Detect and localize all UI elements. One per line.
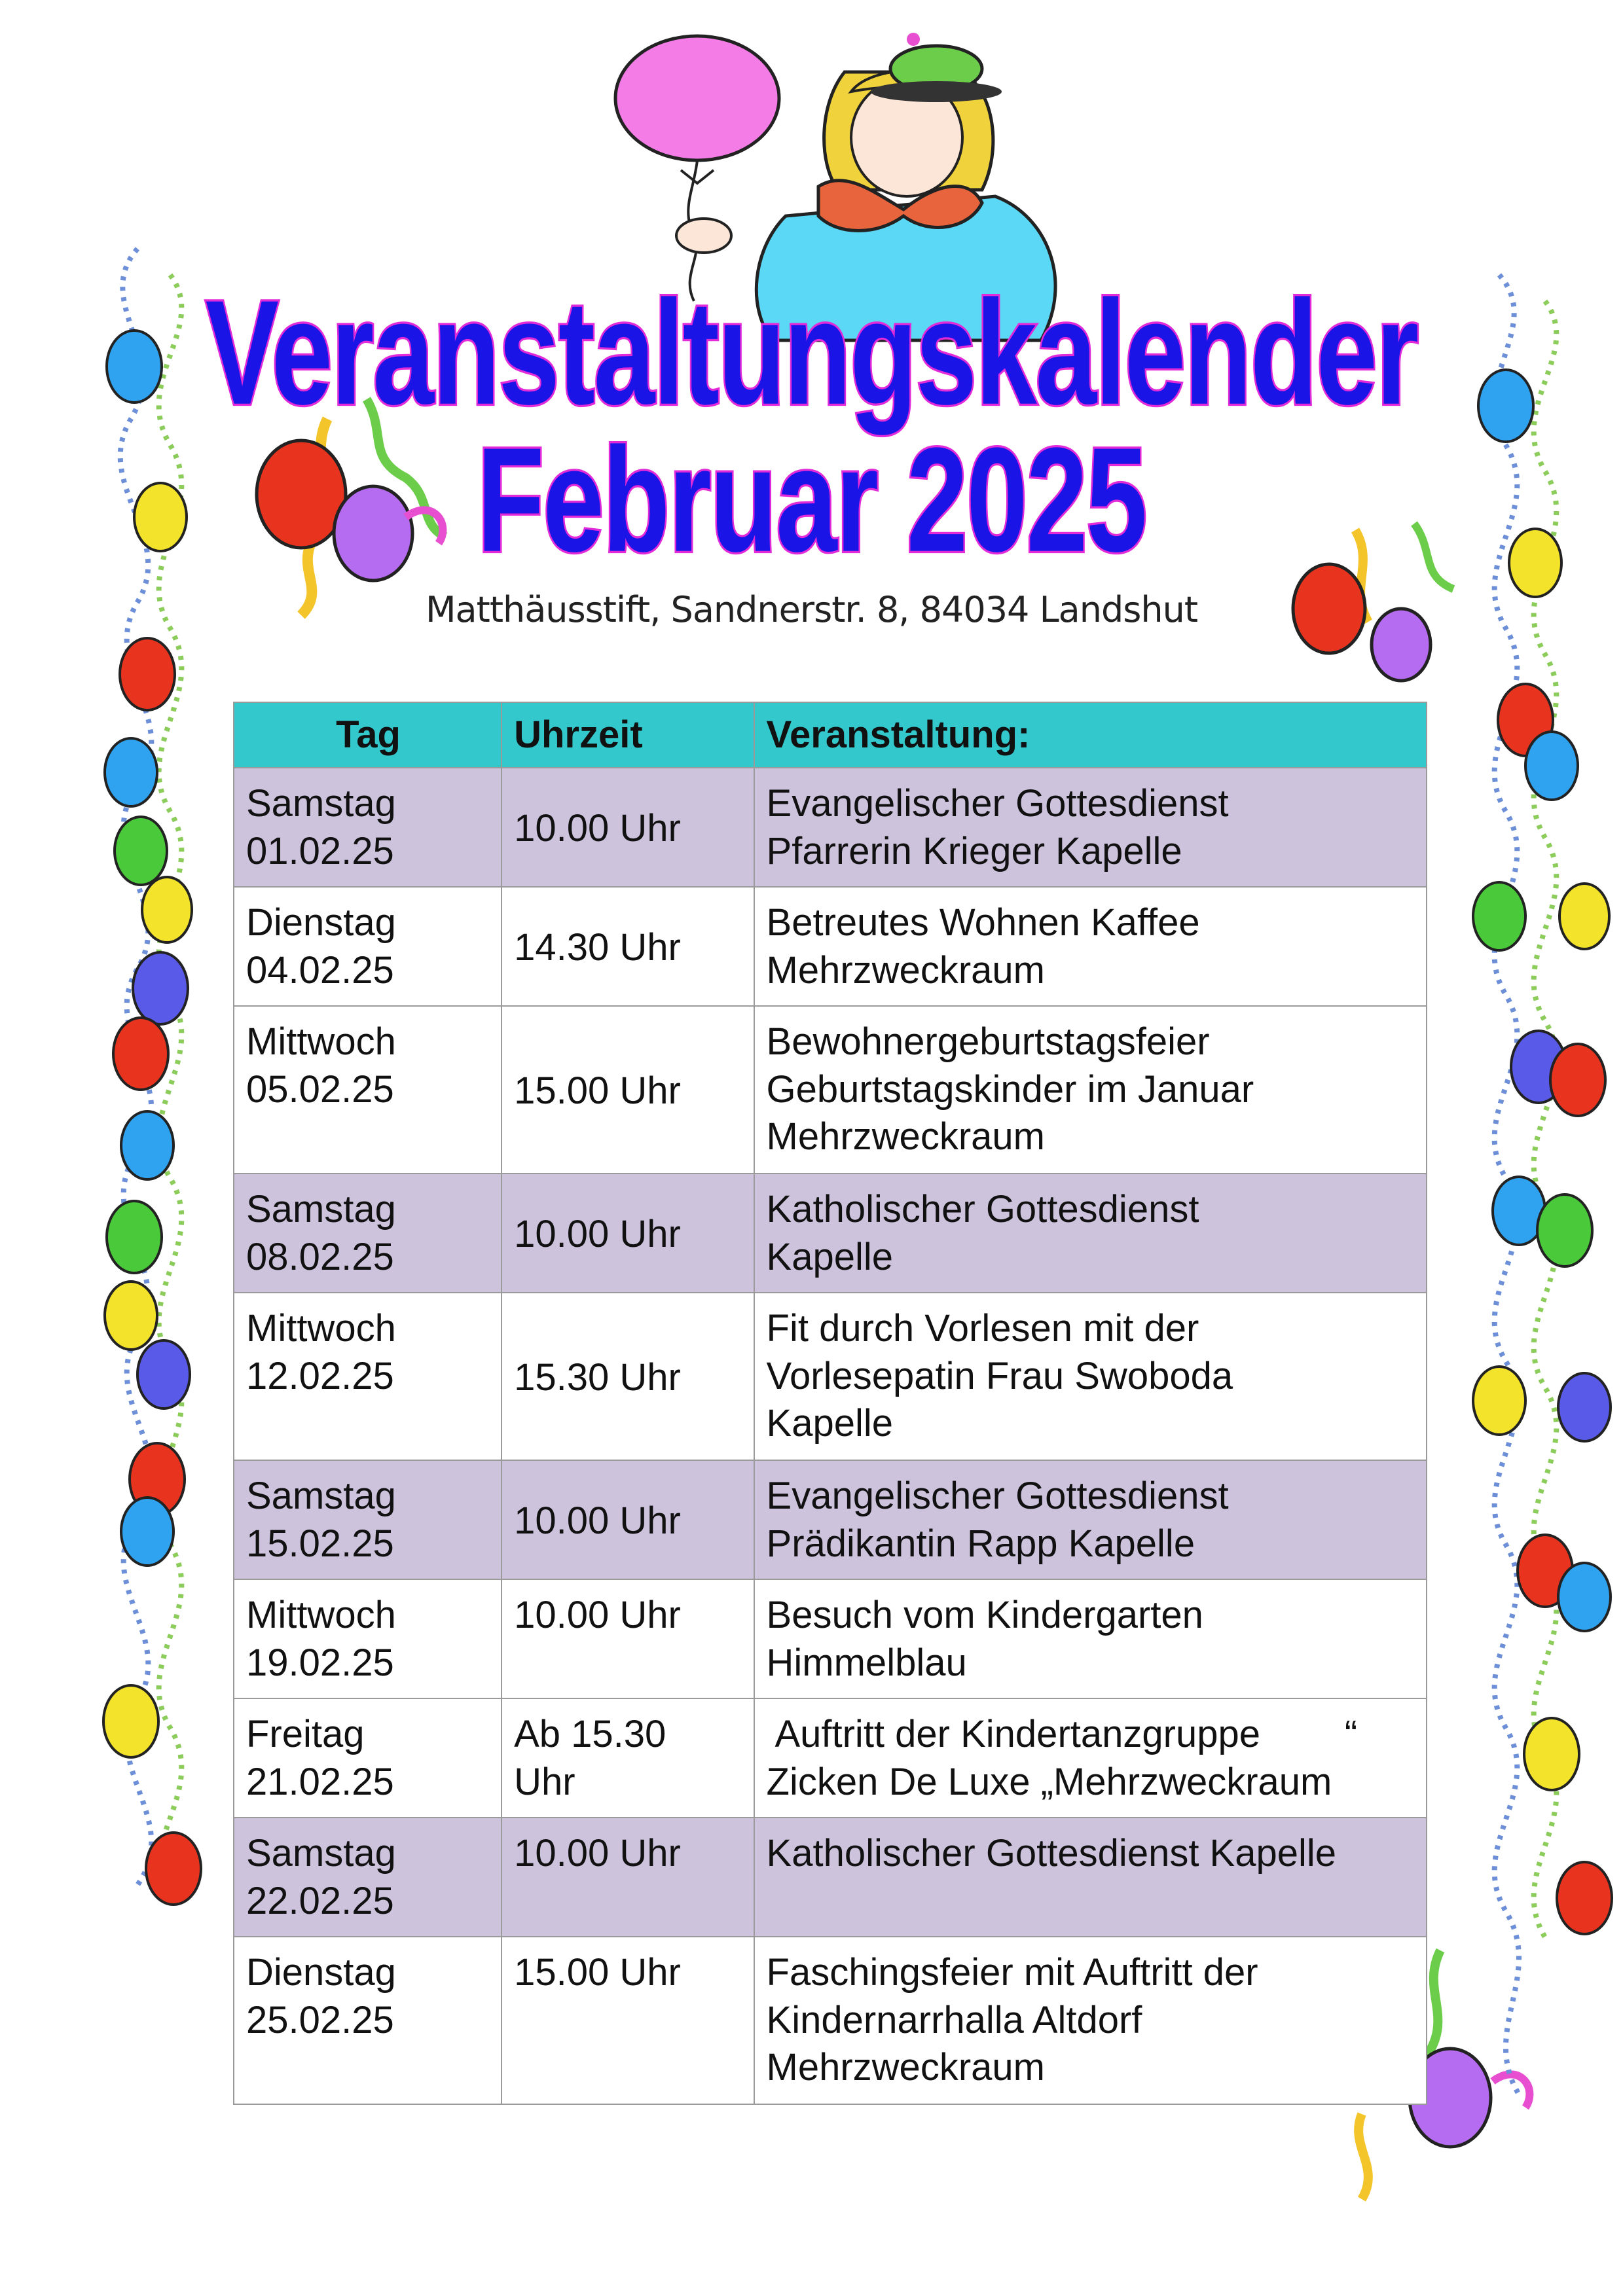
cell-time: [501, 1579, 754, 1698]
event-text-line: Geburtstagskinder im Januar: [766, 1067, 1254, 1111]
date-text: 22.02.25: [246, 1879, 394, 1922]
weekday-text: Dienstag: [246, 1951, 396, 1994]
time-text: 15.30 Uhr: [514, 1355, 681, 1399]
cell-day: [234, 1460, 501, 1579]
column-header-day: Tag: [234, 702, 501, 768]
event-text-line: Himmelblau: [766, 1641, 967, 1684]
date-text: 05.02.25: [246, 1067, 394, 1111]
cell-time: [501, 768, 754, 887]
cell-event: [754, 1698, 1427, 1818]
cell-day: [234, 1579, 501, 1698]
date-text: 04.02.25: [246, 948, 394, 992]
date-text: 08.02.25: [246, 1235, 394, 1278]
time-text: 10.00 Uhr: [514, 1594, 681, 1636]
time-text: Ab 15.30: [514, 1713, 666, 1755]
column-header-event: Veranstaltung:: [754, 702, 1427, 768]
table-row: [234, 1460, 1427, 1579]
table-row: [234, 1937, 1427, 2104]
cell-time: [501, 1006, 754, 1174]
event-text-line: Faschingsfeier mit Auftritt der: [766, 1951, 1258, 1994]
event-text-line: Prädikantin Rapp Kapelle: [766, 1522, 1195, 1565]
cell-day: [234, 1937, 501, 2104]
time-text: Uhr: [514, 1760, 575, 1803]
event-text-line: Kapelle: [766, 1235, 894, 1278]
cell-day: [234, 1174, 501, 1293]
event-text-line: Katholischer Gottesdienst: [766, 1188, 1199, 1230]
weekday-text: Samstag: [246, 782, 396, 825]
cell-event: [754, 1579, 1427, 1698]
event-text-line: Vorlesepatin Frau Swoboda: [766, 1354, 1233, 1397]
cell-time: [501, 1818, 754, 1937]
date-text: 15.02.25: [246, 1522, 394, 1565]
cell-day: [234, 887, 501, 1006]
cell-time: [501, 1460, 754, 1579]
event-text-line: Bewohnergeburtstagsfeier: [766, 1020, 1210, 1063]
weekday-text: Mittwoch: [246, 1594, 396, 1636]
cell-time: [501, 1698, 754, 1818]
cell-event: [754, 887, 1427, 1006]
date-text: 01.02.25: [246, 829, 394, 872]
date-text: 25.02.25: [246, 1998, 394, 2041]
cell-time: [501, 1293, 754, 1460]
event-text-line: Besuch vom Kindergarten: [766, 1594, 1203, 1636]
table-row: [234, 1174, 1427, 1293]
date-text: 19.02.25: [246, 1641, 394, 1684]
venue-address: Matthäusstift, Sandnerstr. 8, 84034 Landshut: [425, 589, 1198, 630]
cell-event: [754, 768, 1427, 887]
cell-event: [754, 1937, 1427, 2104]
weekday-text: Dienstag: [246, 901, 396, 944]
event-text-line: Mehrzweckraum: [766, 1115, 1045, 1158]
event-text-line: Fit durch Vorlesen mit der: [766, 1307, 1199, 1350]
table-row: [234, 887, 1427, 1006]
event-text-line: Mehrzweckraum: [766, 948, 1045, 992]
cell-day: [234, 768, 501, 887]
time-text: 10.00 Uhr: [514, 1212, 681, 1255]
table-row: [234, 1698, 1427, 1818]
cell-event: [754, 1293, 1427, 1460]
page-subtitle-month: Februar 2025: [477, 416, 1146, 583]
weekday-text: Samstag: [246, 1832, 396, 1874]
weekday-text: Samstag: [246, 1475, 396, 1517]
cell-event: [754, 1460, 1427, 1579]
date-text: 21.02.25: [246, 1760, 394, 1803]
event-text-line: Evangelischer Gottesdienst: [766, 1475, 1229, 1517]
event-text-line: Kindernarrhalla Altdorf: [766, 1998, 1142, 2041]
time-text: 10.00 Uhr: [514, 1499, 681, 1542]
weekday-text: Samstag: [246, 1188, 396, 1230]
event-text-line: Katholischer Gottesdienst Kapelle: [766, 1832, 1337, 1874]
event-text-line: Pfarrerin Krieger Kapelle: [766, 829, 1182, 872]
event-text-line: Betreutes Wohnen Kaffee: [766, 901, 1200, 944]
page-title: Veranstaltungskalender: [205, 269, 1418, 436]
event-text-line: Zicken De Luxe „Mehrzweckraum: [766, 1760, 1332, 1803]
event-text-line: Evangelischer Gottesdienst: [766, 782, 1229, 825]
cell-day: [234, 1698, 501, 1818]
cell-time: [501, 1937, 754, 2104]
table-body: [234, 768, 1427, 2104]
table-row: [234, 768, 1427, 887]
event-calendar-table: [233, 702, 1427, 2105]
cell-event: [754, 1174, 1427, 1293]
table-row: [234, 1293, 1427, 1460]
time-text: 10.00 Uhr: [514, 806, 681, 850]
cell-event: [754, 1006, 1427, 1174]
weekday-text: Mittwoch: [246, 1020, 396, 1063]
time-text: 10.00 Uhr: [514, 1832, 681, 1874]
weekday-text: Freitag: [246, 1713, 365, 1755]
time-text: 14.30 Uhr: [514, 925, 681, 969]
cell-day: [234, 1006, 501, 1174]
weekday-text: Mittwoch: [246, 1307, 396, 1350]
time-text: 15.00 Uhr: [514, 1951, 681, 1994]
cell-day: [234, 1293, 501, 1460]
cell-event: [754, 1818, 1427, 1937]
table-header-row: [234, 702, 1427, 768]
event-text-line: Mehrzweckraum: [766, 2046, 1045, 2089]
cell-day: [234, 1818, 501, 1937]
column-header-time: Uhrzeit: [501, 702, 754, 768]
table-row: [234, 1579, 1427, 1698]
time-text: 15.00 Uhr: [514, 1069, 681, 1112]
cell-time: [501, 1174, 754, 1293]
event-text-line: Auftritt der Kindertanzgruppe “: [766, 1713, 1358, 1755]
table-row: [234, 1006, 1427, 1174]
cell-time: [501, 887, 754, 1006]
event-text-line: Kapelle: [766, 1402, 894, 1444]
date-text: 12.02.25: [246, 1354, 394, 1397]
table-row: [234, 1818, 1427, 1937]
